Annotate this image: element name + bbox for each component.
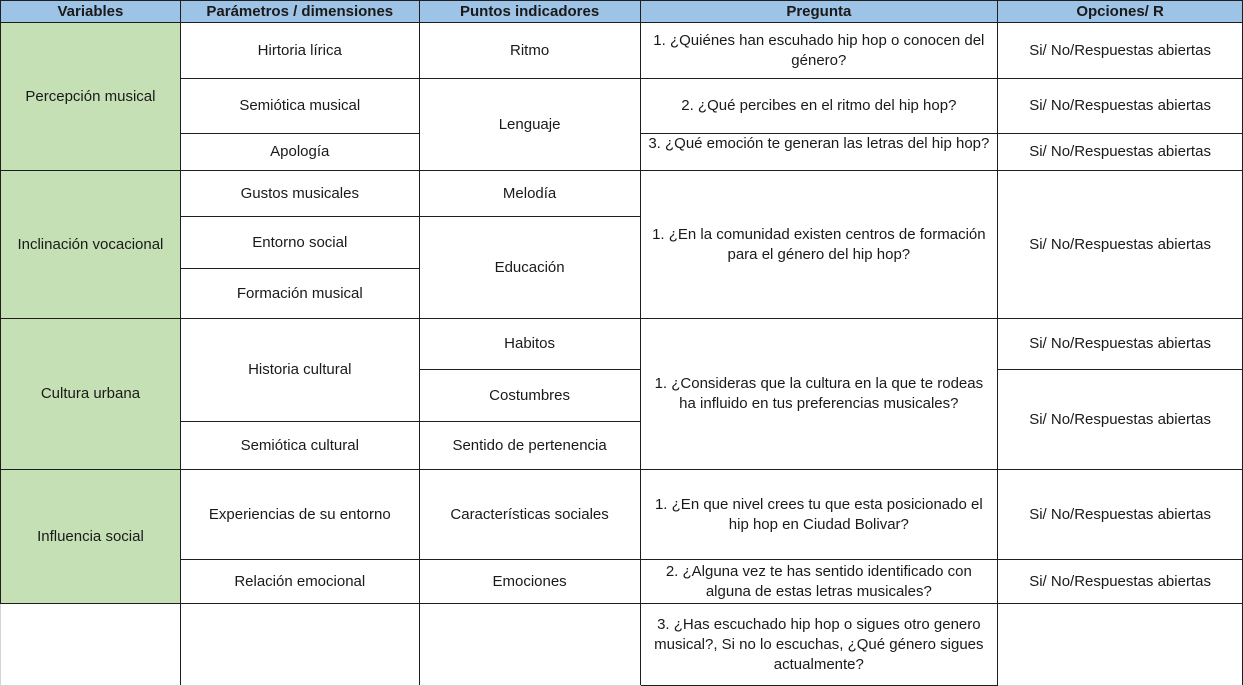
pregunta-cell: 2. ¿Alguna vez te has sentido identificado con alguna de estas letras musicales? (640, 560, 998, 604)
pregunta-cell: 1. ¿En que nivel crees tu que esta posicionado el hip hop en Ciudad Bolivar? (640, 470, 998, 560)
variable-cell: Inclinación vocacional (1, 171, 181, 319)
empty-cell (998, 604, 1243, 686)
pregunta-cell: 2. ¿Qué percibes en el ritmo del hip hop? (640, 79, 998, 134)
pregunta-cell: 3. ¿Has escuchado hip hop o sigues otro genero musical?, Si no lo escuchas, ¿Qué género sigues actualmente? (640, 604, 998, 686)
variable-cell: Percepción musical (1, 23, 181, 171)
parametro-cell: Semiótica cultural (180, 422, 419, 470)
pregunta-cell: 3. ¿Qué emoción te generan las letras del hip hop? (640, 134, 998, 171)
indicador-cell: Ritmo (419, 23, 640, 79)
header-variables: Variables (1, 1, 181, 23)
parametro-cell: Semiótica musical (180, 79, 419, 134)
indicador-cell: Lenguaje (419, 79, 640, 171)
header-indicadores: Puntos indicadores (419, 1, 640, 23)
pregunta-cell: 1. ¿Quiénes han escuhado hip hop o conocen del género? (640, 23, 998, 79)
indicador-cell: Sentido de pertenencia (419, 422, 640, 470)
opcion-cell: Si/ No/Respuestas abiertas (998, 79, 1243, 134)
indicador-cell: Educación (419, 217, 640, 319)
header-pregunta: Pregunta (640, 1, 998, 23)
header-opciones: Opciones/ R (998, 1, 1243, 23)
parametro-cell: Gustos musicales (180, 171, 419, 217)
opcion-cell: Si/ No/Respuestas abiertas (998, 171, 1243, 319)
parametro-cell: Entorno social (180, 217, 419, 269)
indicador-cell: Habitos (419, 319, 640, 370)
variable-cell: Influencia social (1, 470, 181, 604)
parametro-cell: Apología (180, 134, 419, 171)
empty-cell (180, 604, 419, 686)
indicador-cell: Características sociales (419, 470, 640, 560)
indicador-cell: Emociones (419, 560, 640, 604)
opcion-cell: Si/ No/Respuestas abiertas (998, 319, 1243, 370)
variable-cell: Cultura urbana (1, 319, 181, 470)
parametro-cell: Experiencias de su entorno (180, 470, 419, 560)
empty-cell (1, 604, 181, 686)
empty-cell (419, 604, 640, 686)
pregunta-cell: 1. ¿Consideras que la cultura en la que te rodeas ha influido en tus preferencias musicales? (640, 319, 998, 470)
indicador-cell: Costumbres (419, 370, 640, 422)
opcion-cell: Si/ No/Respuestas abiertas (998, 470, 1243, 560)
parametro-cell: Formación musical (180, 269, 419, 319)
pregunta-cell: 1. ¿En la comunidad existen centros de formación para el género del hip hop? (640, 171, 998, 319)
parametro-cell: Historia cultural (180, 319, 419, 422)
parametro-cell: Relación emocional (180, 560, 419, 604)
opcion-cell: Si/ No/Respuestas abiertas (998, 370, 1243, 470)
opcion-cell: Si/ No/Respuestas abiertas (998, 23, 1243, 79)
parametro-cell: Hirtoria lírica (180, 23, 419, 79)
opcion-cell: Si/ No/Respuestas abiertas (998, 134, 1243, 171)
opcion-cell: Si/ No/Respuestas abiertas (998, 560, 1243, 604)
header-parametros: Parámetros / dimensiones (180, 1, 419, 23)
indicador-cell: Melodía (419, 171, 640, 217)
